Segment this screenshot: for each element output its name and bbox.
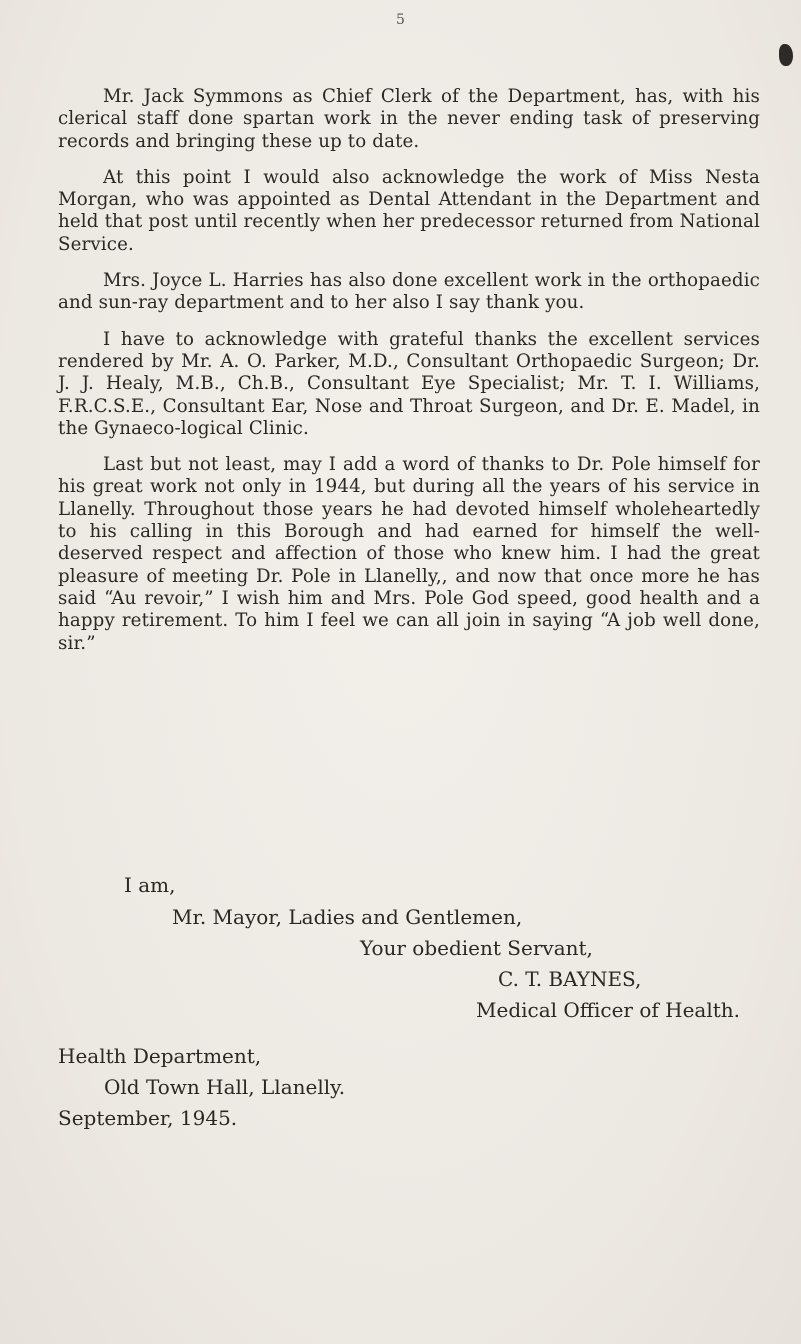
signatory-name: C. T. BAYNES, <box>498 967 642 991</box>
paragraph-consultants: I have to acknowledge with grateful thanks the excellent services rendered by Mr. A. O. Parker, M.D., Consultant Orthopaedic Surgeon; Dr. J. J. Healy, M.B., Ch.B., Consultant Eye Specialist; Mr. T. I. Williams, F.R.C.S.E., Consultant Ear, Nose and Throat Surgeon, and Dr. E. Madel, in the Gynaeco-logical Clinic. <box>58 328 760 439</box>
address-department: Health Department, <box>58 1044 262 1068</box>
closing-servant: Your obedient Servant, <box>360 936 593 960</box>
paragraph-dental-attendant: At this point I would also acknowledge the work of Miss Nesta Morgan, who was appointed as Dental Attendant in the Department and held that post until recently when her predecessor returned from National Service. <box>58 166 760 255</box>
report-body <box>58 86 760 669</box>
closing-salutation: Mr. Mayor, Ladies and Gentlemen, <box>172 905 523 929</box>
address-building: Old Town Hall, Llanelly. <box>104 1075 346 1099</box>
paragraph-dr-pole: Last but not least, may I add a word of thanks to Dr. Pole himself for his great work not only in 1944, but during all the years of his service in Llanelly. Throughout those years he had devoted himself wholeheartedly to his calling in this Borough and had earned for himself the well-deserved respect and affection of those who knew him. I had the great pleasure of meeting Dr. Pole in Llanelly,, and now that once more he has said “Au revoir,” I wish him and Mrs. Pole God speed, good health and a happy retirement. To him I feel we can all join in saying “A job well done, sir.” <box>58 454 760 654</box>
signatory-title: Medical Officer of Health. <box>476 998 741 1022</box>
paragraph-clerk: Mr. Jack Symmons as Chief Clerk of the Department, has, with his clerical staff done spartan work in the never ending task of preserving records and bringing these up to date. <box>58 86 760 152</box>
closing-i-am: I am, <box>124 873 176 897</box>
page-number: 5 <box>396 12 405 28</box>
paragraph-orthopaedic: Mrs. Joyce L. Harries has also done excellent work in the orthopaedic and sun-ray department and to her also I say thank you. <box>58 270 760 314</box>
ink-blot-mark <box>779 44 793 66</box>
letter-date: September, 1945. <box>58 1106 238 1130</box>
